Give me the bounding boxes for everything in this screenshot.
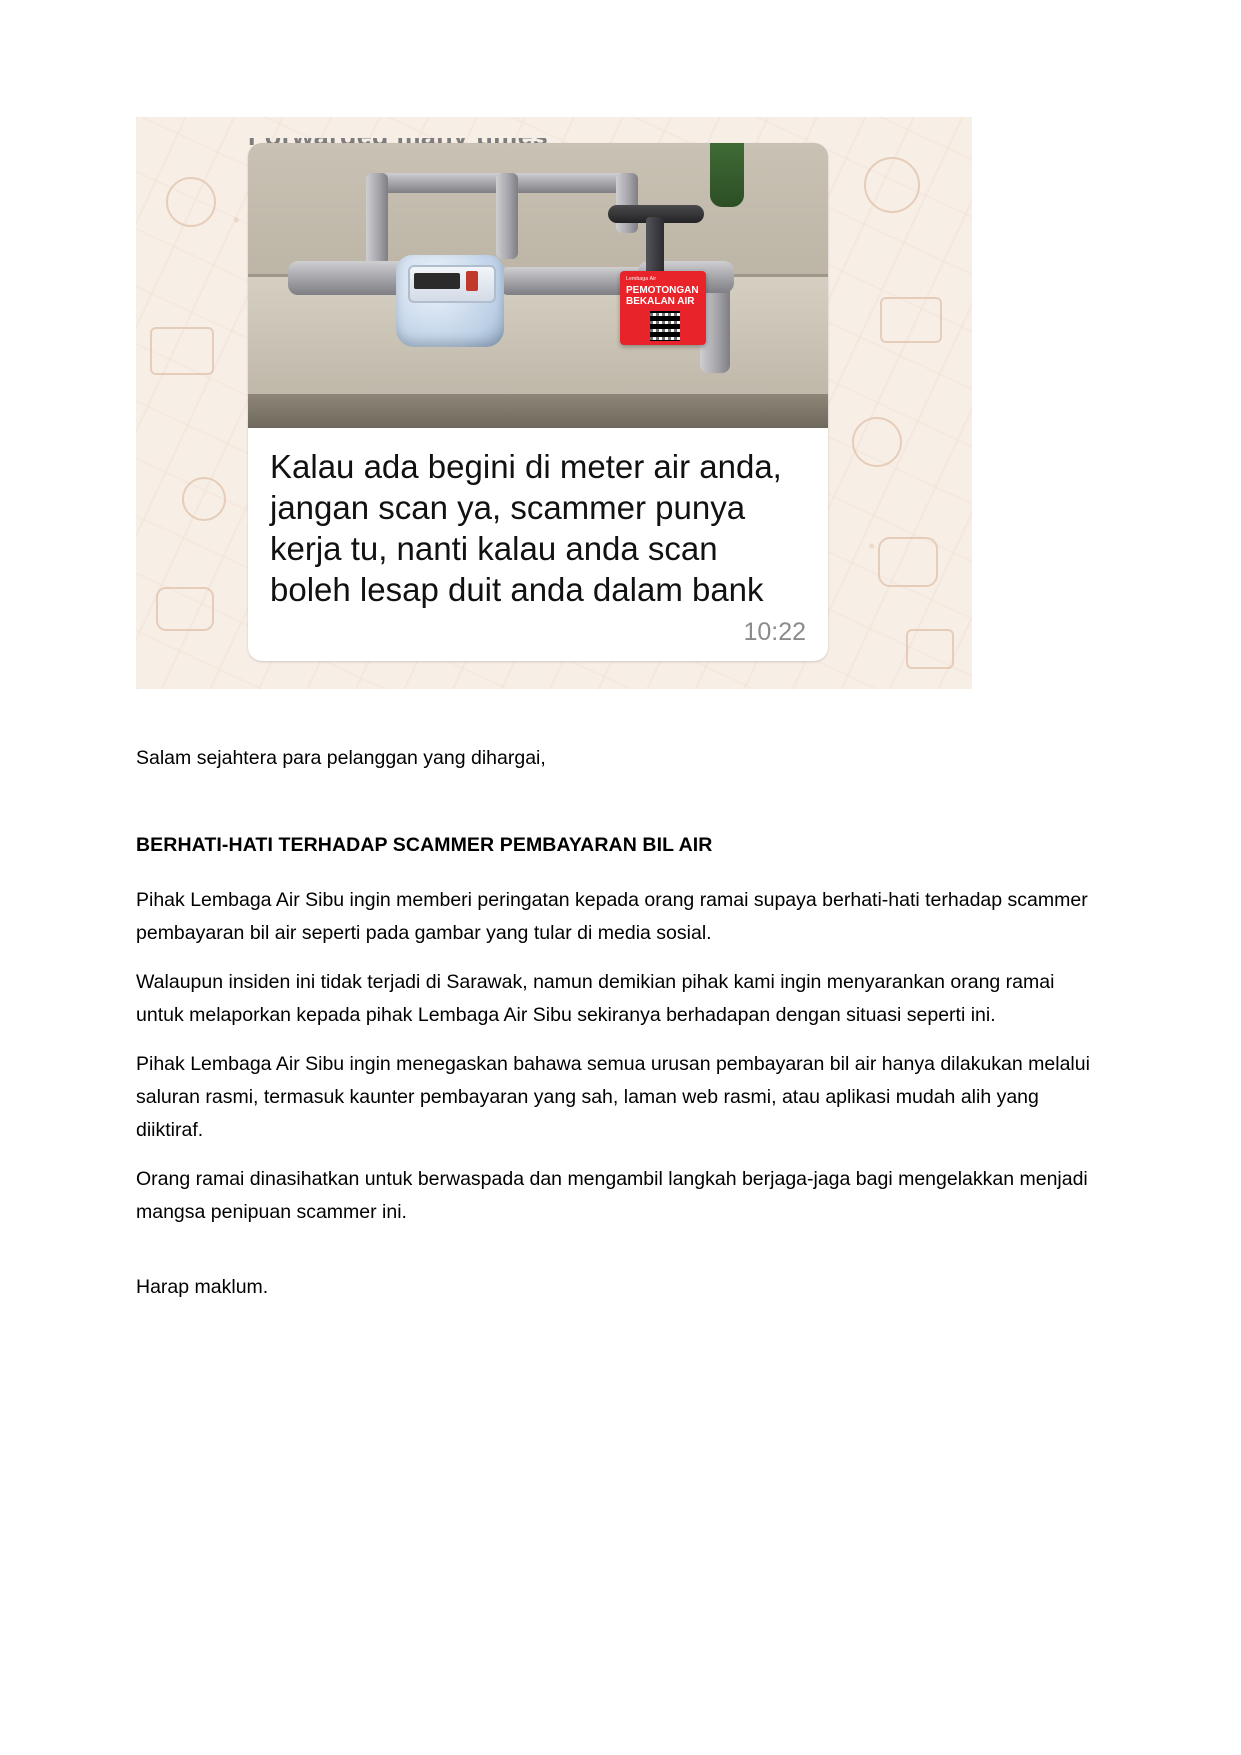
- tag-title-label: PEMOTONGAN BEKALAN AIR: [626, 285, 699, 307]
- chat-bubble[interactable]: [248, 143, 828, 661]
- paragraph-3: Pihak Lembaga Air Sibu ingin menegaskan bahawa semua urusan pembayaran bil air hanya dilakukan melalui saluran rasmi, termasuk kaunter pembayaran yang sah, laman web rasmi, atau aplikasi mudah alih yang diiktiraf.: [136, 1053, 1090, 1141]
- document-heading: BERHATI-HATI TERHADAP SCAMMER PEMBAYARAN BIL AIR: [136, 834, 713, 856]
- closing-paragraph: Harap maklum.: [136, 1276, 269, 1298]
- doodle-decoration: [906, 629, 954, 669]
- doodle-decoration: [166, 177, 216, 227]
- tap-stem: [646, 217, 664, 275]
- whatsapp-screenshot: [136, 117, 972, 689]
- tag-brand-label: Lembaga Air: [626, 276, 657, 282]
- doodle-decoration: [182, 477, 226, 521]
- meter-digits: [414, 273, 460, 289]
- ground: [248, 394, 828, 428]
- scam-qr-tag: [620, 271, 706, 345]
- document-body: [136, 742, 1096, 1320]
- paragraph-4: Orang ramai dinasihatkan untuk berwaspada dan mengambil langkah berjaga-jaga bagi mengelakkan menjadi mangsa penipuan scammer ini.: [136, 1168, 1088, 1223]
- pipe-vertical-mid: [496, 173, 518, 259]
- chat-timestamp: 10:22: [743, 618, 806, 646]
- pipe-vertical-left: [366, 173, 388, 273]
- water-meter: [396, 255, 504, 347]
- chat-message-text: Kalau ada begini di meter air anda, jangan scan ya, scammer punya kerja tu, nanti kalau anda scan boleh lesap duit anda dalam bank: [270, 448, 782, 608]
- doodle-decoration: [864, 157, 920, 213]
- doodle-decoration: [878, 537, 938, 587]
- plant: [710, 143, 744, 207]
- paragraph-2: Walaupun insiden ini tidak terjadi di Sarawak, namun demikian pihak kami ingin menyarankan orang ramai untuk melaporkan kepada pihak Lembaga Air Sibu sekiranya berhadapan dengan situasi seperti ini.: [136, 971, 1055, 1026]
- doodle-decoration: [150, 327, 214, 375]
- doodle-decoration: [880, 297, 942, 343]
- water-meter-photo: [248, 143, 828, 428]
- doodle-decoration: [852, 417, 902, 467]
- pipe-inlet: [288, 261, 408, 295]
- pipe-vertical-right: [616, 173, 638, 233]
- qr-code-icon: [650, 311, 680, 341]
- paragraph-1: Pihak Lembaga Air Sibu ingin memberi peringatan kepada orang ramai supaya berhati-hati terhadap scammer pembayaran bil air seperti pada gambar yang tular di media sosial.: [136, 889, 1088, 944]
- doodle-decoration: [156, 587, 214, 631]
- meter-indicator: [466, 271, 478, 291]
- greeting-paragraph: Salam sejahtera para pelanggan yang dihargai,: [136, 747, 546, 769]
